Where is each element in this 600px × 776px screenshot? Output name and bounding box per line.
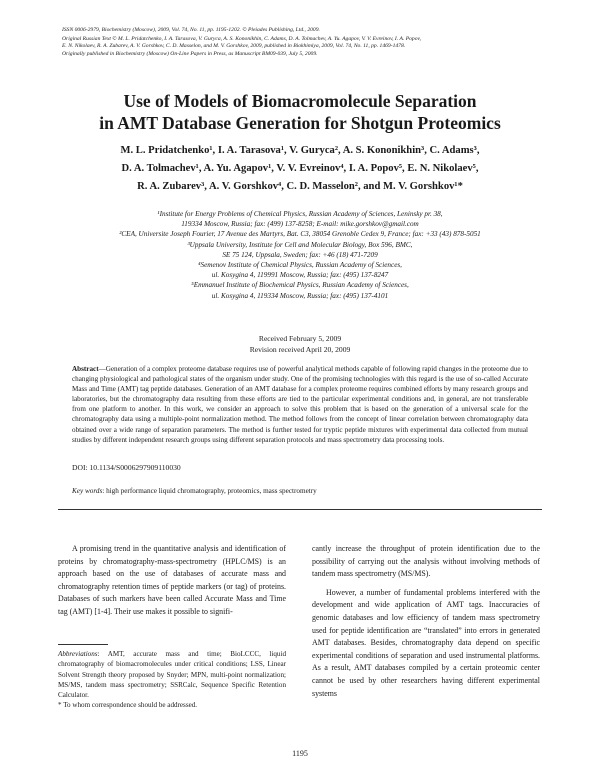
affiliation-line: ⁵Emmanuel Institute of Biochemical Physics, Russian Academy of Sciences, <box>191 281 409 290</box>
author-line: D. A. Tolmachev¹, A. Yu. Agapov¹, V. V. Evreinov⁴, I. A. Popov⁵, E. N. Nikolaev⁵, <box>121 163 479 174</box>
author-list <box>60 142 540 196</box>
title-line: Use of Models of Biomacromolecule Separation <box>123 91 477 111</box>
affiliation-line: ⁴Semenov Institute of Chemical Physics, Russian Academy of Sciences, <box>198 261 402 270</box>
abstract <box>72 364 528 445</box>
footnote-separator <box>58 644 108 645</box>
abbreviations-label: Abbreviations <box>58 650 98 658</box>
right-column <box>312 543 540 700</box>
revised-date: Revision received April 20, 2009 <box>249 344 351 354</box>
body-paragraph: However, a number of fundamental problems interfered with the development and wide application of AMT tags. Inaccuracies of genomic databases and low efficiency of tandem mass spectrometry used for peptide identification are “translated” into errors in generated AMT databases. Besides, chromatography data depend on specific experimental conditions of separation and used instrumental platforms. As a result, AMT databases compiled by a certain proteomic center cannot be used by other researchers having different experimental systems <box>312 587 540 698</box>
section-divider <box>58 509 542 510</box>
doi[interactable]: DOI: 10.1134/S0006297909110030 <box>72 463 181 472</box>
abbreviations-text: : AMT, accurate mass and time; BioLCCC, liquid chromatography of biomacromolecules under critical conditions; LSS, Linear Solvent Strength theory proposed by Snyder; MPN, multi-point normalization; MS/MS, tandem mass spectrometry; SSRCalc, Sequence Specific Retention Calculator. <box>58 650 286 700</box>
footnotes <box>58 644 286 711</box>
author-line: M. L. Pridatchenko¹, I. A. Tarasova¹, V. Guryca², A. S. Kononikhin³, C. Adams³, <box>120 145 480 156</box>
header-line: Original Russian Text © M. L. Pridatchenko, I. A. Tarasova, V. Guryca, A. S. Kononikhin, C. Adams, D. A. Tolmachev, A. Yu. Agapov, V. V. Evreinov, I. A. Popov, <box>62 35 421 42</box>
author-line: R. A. Zubarev³, A. V. Gorshkov⁴, C. D. Masselon², and M. V. Gorshkov¹* <box>137 181 463 192</box>
journal-header <box>62 27 540 58</box>
body-paragraph: A promising trend in the quantitative analysis and identification of proteins by chromatography-mass-spectrometry (HPLC/MS) is an approach based on the use of databases of accurate mass and chromatography retention times of peptide markers (or tag) of proteins. Databases of such markers have been called Accurate Mass and Time tag (AMT) [1-4]. Their use makes it possible to signifi- <box>58 544 286 616</box>
affiliation-line: ul. Kosygina 4, 119991 Moscow, Russia; fax: (495) 137-8247 <box>211 271 389 280</box>
page-number: 1195 <box>292 749 308 758</box>
affiliation-line: 119334 Moscow, Russia; fax: (499) 137-8258; E-mail: mike.gorshkov@gmail.com <box>181 220 419 229</box>
abbreviations-footnote <box>58 649 286 700</box>
header-line: Originally published in Biochemistry (Moscow) On-Line Papers in Press, as Manuscript BM09-039, July 5, 2009. <box>62 50 318 57</box>
keywords-label: Key words <box>72 487 103 495</box>
received-date: Received February 5, 2009 <box>258 334 342 343</box>
header-line: E. N. Nikolaev, R. A. Zubarev, A. V. Gorshkov, C. D. Masselon, and M. V. Gorshkov, 2009, published in Biokhimiya, 2009, Vol. 74, No. 11, pp. 1469-1478. <box>62 43 406 50</box>
header-line: ISSN 0006-2979, Biochemistry (Moscow), 2009, Vol. 74, No. 11, pp. 1195-1202. © Pleiades Publishing, Ltd., 2009. <box>62 27 320 33</box>
abstract-text: —Generation of a complex proteome database requires use of powerful analytical methods capable of following rapid changes in the proteome due to changing physiological and pathological states of the organism under study. One of the promising technologies with this regard is the use of so-called Accurate Mass and Time (AMT) tag peptide databases. Generation of an AMT database for a complex proteome requires combined efforts by many research groups and laboratories, but the chromatography data resulting from these efforts are tied to the particular experimental conditions and, in general, are not transferable from one platform to another. In this work, we consider an approach to solve this problem that is based on the generation of a universal scale for the chromatography data using a multiple-point normalization method. The method follows from the concept of linear correlation between chromatography data obtained over a wide range of separation parameters. The method is further tested for tryptic peptide mixtures with experimental data collected from mutual studies by different independent research groups using different separation protocols and mass spectrometry data processing tools. <box>72 365 528 444</box>
paper-title <box>40 90 560 134</box>
affiliations <box>60 209 540 301</box>
affiliation-line: ¹Institute for Energy Problems of Chemical Physics, Russian Academy of Sciences, Leninsky pr. 38, <box>157 210 443 218</box>
correspondence-footnote: * To whom correspondence should be addressed. <box>58 701 198 710</box>
affiliation-line: ²CEA, Universite Joseph Fourier, 17 Avenue des Martyrs, Bat. C3, 38054 Grenoble Cedex 9, France; fax: +33 (43) 878-5051 <box>119 230 481 239</box>
title-line: in AMT Database Generation for Shotgun Proteomics <box>99 113 501 133</box>
abstract-label: Abstract <box>72 365 99 373</box>
dates <box>60 334 540 356</box>
body-paragraph: cantly increase the throughput of protein identification due to the possibility of carrying out the analysis without involving methods of tandem mass spectrometry (MS/MS). <box>312 544 540 579</box>
left-column <box>58 543 286 619</box>
keywords-text: : high performance liquid chromatography, proteomics, mass spectrometry <box>102 487 317 495</box>
affiliation-line: ³Uppsala University, Institute for Cell and Molecular Biology, Box 596, BMC, <box>187 240 413 249</box>
affiliation-line: ul. Kosygina 4, 119334 Moscow, Russia; fax: (495) 137-4101 <box>211 291 389 300</box>
keywords <box>72 487 317 495</box>
affiliation-line: SE 75 124, Uppsala, Sweden; fax: +46 (18) 471-7209 <box>222 250 378 259</box>
